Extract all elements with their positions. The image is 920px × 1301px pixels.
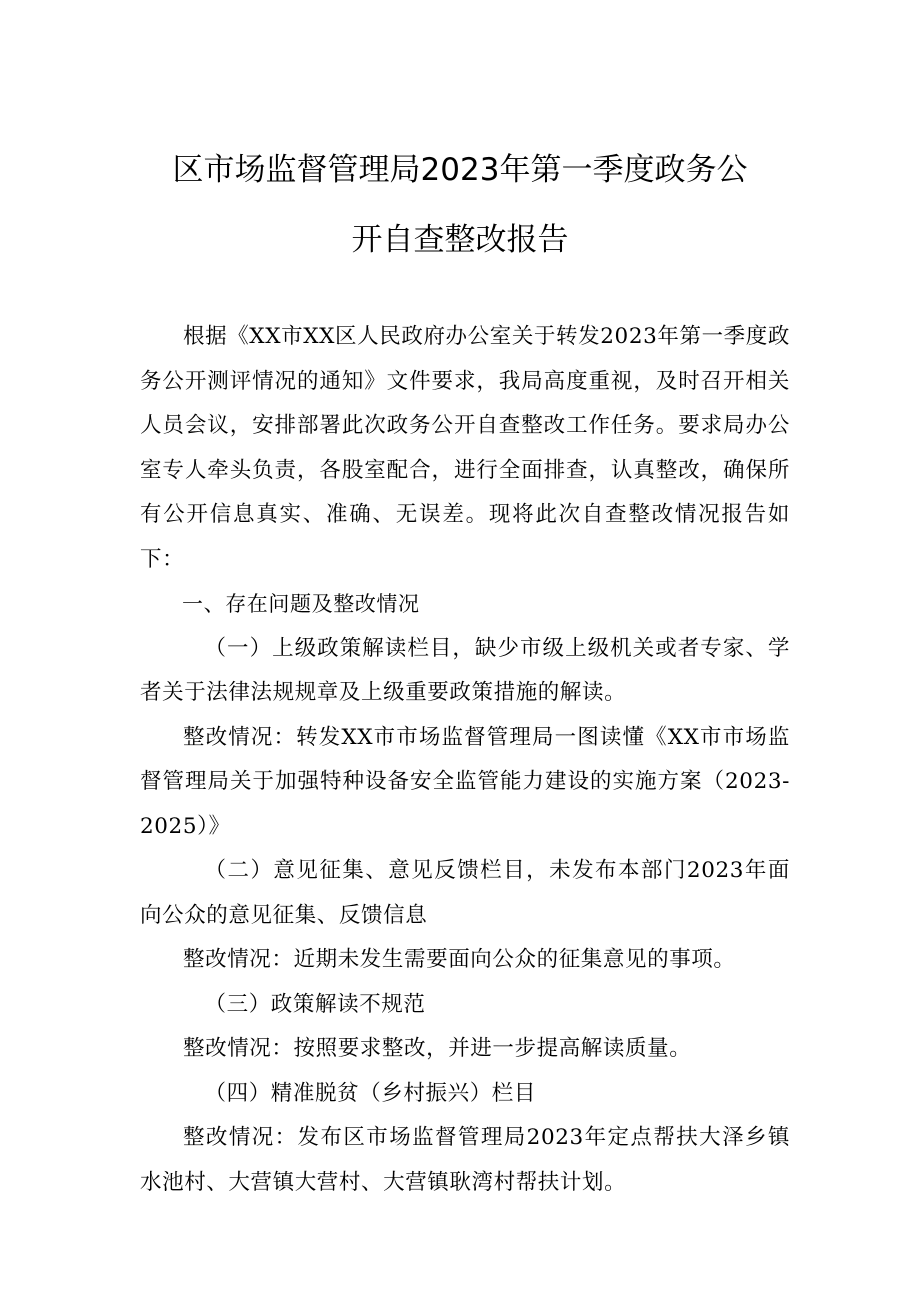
rectification-3: 整改情况：按照要求整改，并进一步提高解读质量。 bbox=[183, 1036, 692, 1061]
issue-item-2: （二）意见征集、意见反馈栏目，未发布本部门2023年面向公众的意见征集、反馈信息 bbox=[140, 858, 790, 928]
document-title-line-2: 开自查整改报告 bbox=[351, 222, 569, 258]
intro-paragraph: 根据《XX市XX区人民政府办公室关于转发2023年第一季度政务公开测评情况的通知》文件要求，我局高度重视，及时召开相关人员会议，安排部署此次政务公开自查整改工作任务。要求局办公室专人牵头负责，各股室配合，进行全面排查，认真整改，确保所有公开信息真实、准确、无误差。现将此次自查整改情况报告如下： bbox=[140, 324, 790, 572]
section-heading: 一、存在问题及整改情况 bbox=[182, 592, 420, 616]
rectification-2: 整改情况：近期未发生需要面向公众的征集意见的事项。 bbox=[183, 947, 736, 972]
issue-item-1: （一）上级政策解读栏目，缺少市级上级机关或者专家、学者关于法律法规规章及上级重要政策措施的解读。 bbox=[140, 635, 790, 705]
issue-item-4: （四）精准脱贫（乡村振兴）栏目 bbox=[204, 1080, 537, 1106]
document-body bbox=[140, 315, 790, 1205]
issue-item-3: （三）政策解读不规范 bbox=[204, 991, 426, 1017]
document-title-line-1: 区市场监督管理局2023年第一季度政务公 bbox=[172, 152, 748, 188]
rectification-1: 整改情况：转发XX市市场监督管理局一图读懂《XX市市场监督管理局关于加强特种设备安全监管能力建设的实施方案（2023-2025）》 bbox=[140, 724, 790, 839]
rectification-4: 整改情况：发布区市场监督管理局2023年定点帮扶大泽乡镇水池村、大营镇大营村、大营镇耿湾村帮扶计划。 bbox=[140, 1125, 790, 1195]
